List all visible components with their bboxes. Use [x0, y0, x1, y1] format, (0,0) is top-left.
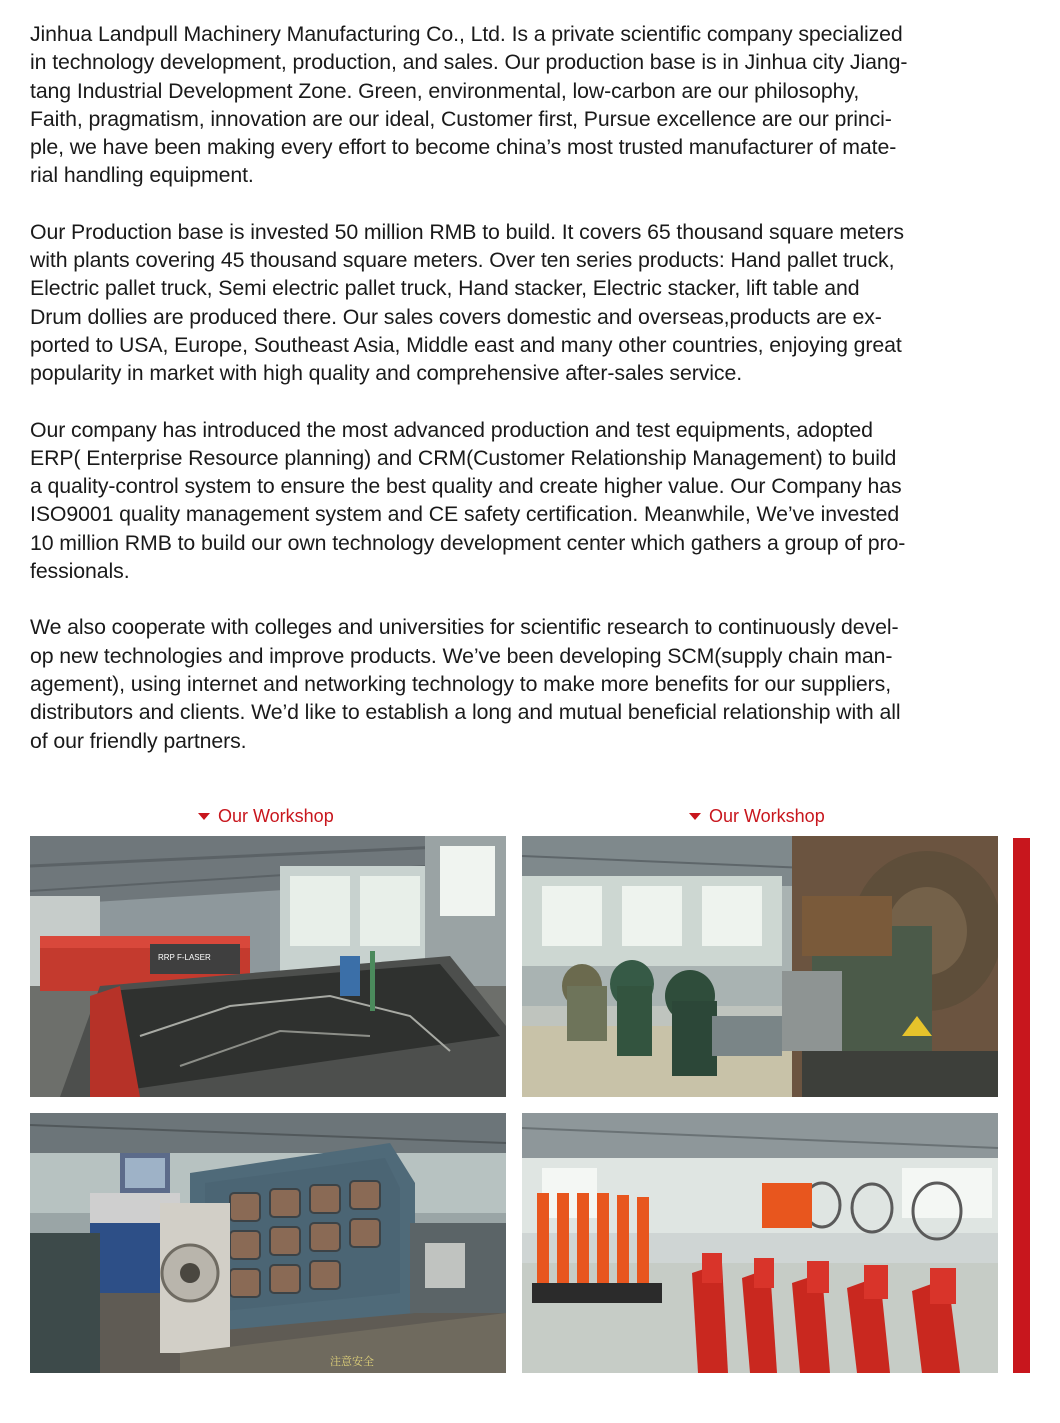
text-line: Drum dollies are produced there. Our sales covers domestic and overseas,products are ex-: [30, 304, 882, 329]
text-line: ple, we have been making every effort to become china’s most trusted manufacturer of mate-: [30, 135, 897, 160]
lathe-image: [30, 1113, 506, 1373]
text-line: ISO9001 quality management system and CE safety certification. Meanwhile, We’ve invested: [30, 502, 900, 527]
text-line: a quality-control system to ensure the best quality and create higher value. Our Company has: [30, 474, 902, 499]
text-line: We also cooperate with colleges and universities for scientific research to continuously devel-: [30, 615, 899, 640]
text-line: rial handling equipment.: [30, 163, 254, 188]
intro-paragraph-1: [30, 20, 1030, 190]
workshop-photo-pallet-trucks: [522, 1113, 998, 1373]
intro-paragraph-4: [30, 613, 1030, 754]
text-line: ported to USA, Europe, Southeast Asia, Middle east and many other countries, enjoying great: [30, 332, 902, 357]
text-line: 10 million RMB to build our own technology development center which gathers a group of pro-: [30, 530, 906, 555]
text-line: with plants covering 45 thousand square meters. Over ten series products: Hand pallet truck,: [30, 248, 895, 273]
text-line: Electric pallet truck, Semi electric pallet truck, Hand stacker, Electric stacker, lift table and: [30, 276, 860, 301]
laser-cutter-image: [30, 836, 506, 1097]
text-line: ERP( Enterprise Resource planning) and CRM(Customer Relationship Management) to build: [30, 445, 897, 470]
text-line: popularity in market with high quality and comprehensive after-sales service.: [30, 361, 743, 386]
press-machines-image: [522, 836, 998, 1097]
triangle-down-icon: [198, 813, 210, 820]
text-line: tang Industrial Development Zone. Green, environmental, low-carbon are our philosophy,: [30, 78, 860, 103]
text-line: op new technologies and improve products. We’ve been developing SCM(supply chain man-: [30, 643, 893, 668]
laser-panel-lettering: RRP F-LASER: [158, 953, 211, 962]
triangle-down-icon: [689, 813, 701, 820]
text-line: Jinhua Landpull Machinery Manufacturing Co., Ltd. Is a private scientific company specialized: [30, 22, 903, 46]
text-line: Our Production base is invested 50 million RMB to build. It covers 65 thousand square meters: [30, 219, 904, 244]
text-line: in technology development, production, and sales. Our production base is in Jinhua city Jiang-: [30, 50, 908, 75]
intro-paragraph-2: [30, 218, 1030, 388]
workshop-caption-left: [198, 805, 334, 827]
text-line: agement), using internet and networking technology to make more benefits for our suppliers,: [30, 671, 892, 696]
workshop-photo-lathe: [30, 1113, 506, 1373]
text-line: Faith, pragmatism, innovation are our ideal, Customer first, Pursue excellence are our princi-: [30, 106, 892, 131]
text-line: of our friendly partners.: [30, 728, 247, 753]
text-line: fessionals.: [30, 559, 130, 584]
workshop-photo-laser-cutter: [30, 836, 506, 1097]
caption-label: Our Workshop: [709, 805, 825, 826]
text-line: distributors and clients. We’d like to establish a long and mutual beneficial relationship with all: [30, 700, 901, 725]
floor-marking-lettering: 注意安全: [330, 1355, 374, 1368]
accent-bar: [1013, 838, 1030, 1373]
pallet-trucks-image: [522, 1113, 998, 1373]
workshop-photo-press-machines: [522, 836, 998, 1097]
text-line: Our company has introduced the most advanced production and test equipments, adopted: [30, 417, 873, 442]
intro-paragraph-3: [30, 416, 1030, 586]
workshop-caption-right: [689, 805, 825, 827]
caption-label: Our Workshop: [218, 805, 334, 826]
company-intro: [30, 20, 1030, 755]
